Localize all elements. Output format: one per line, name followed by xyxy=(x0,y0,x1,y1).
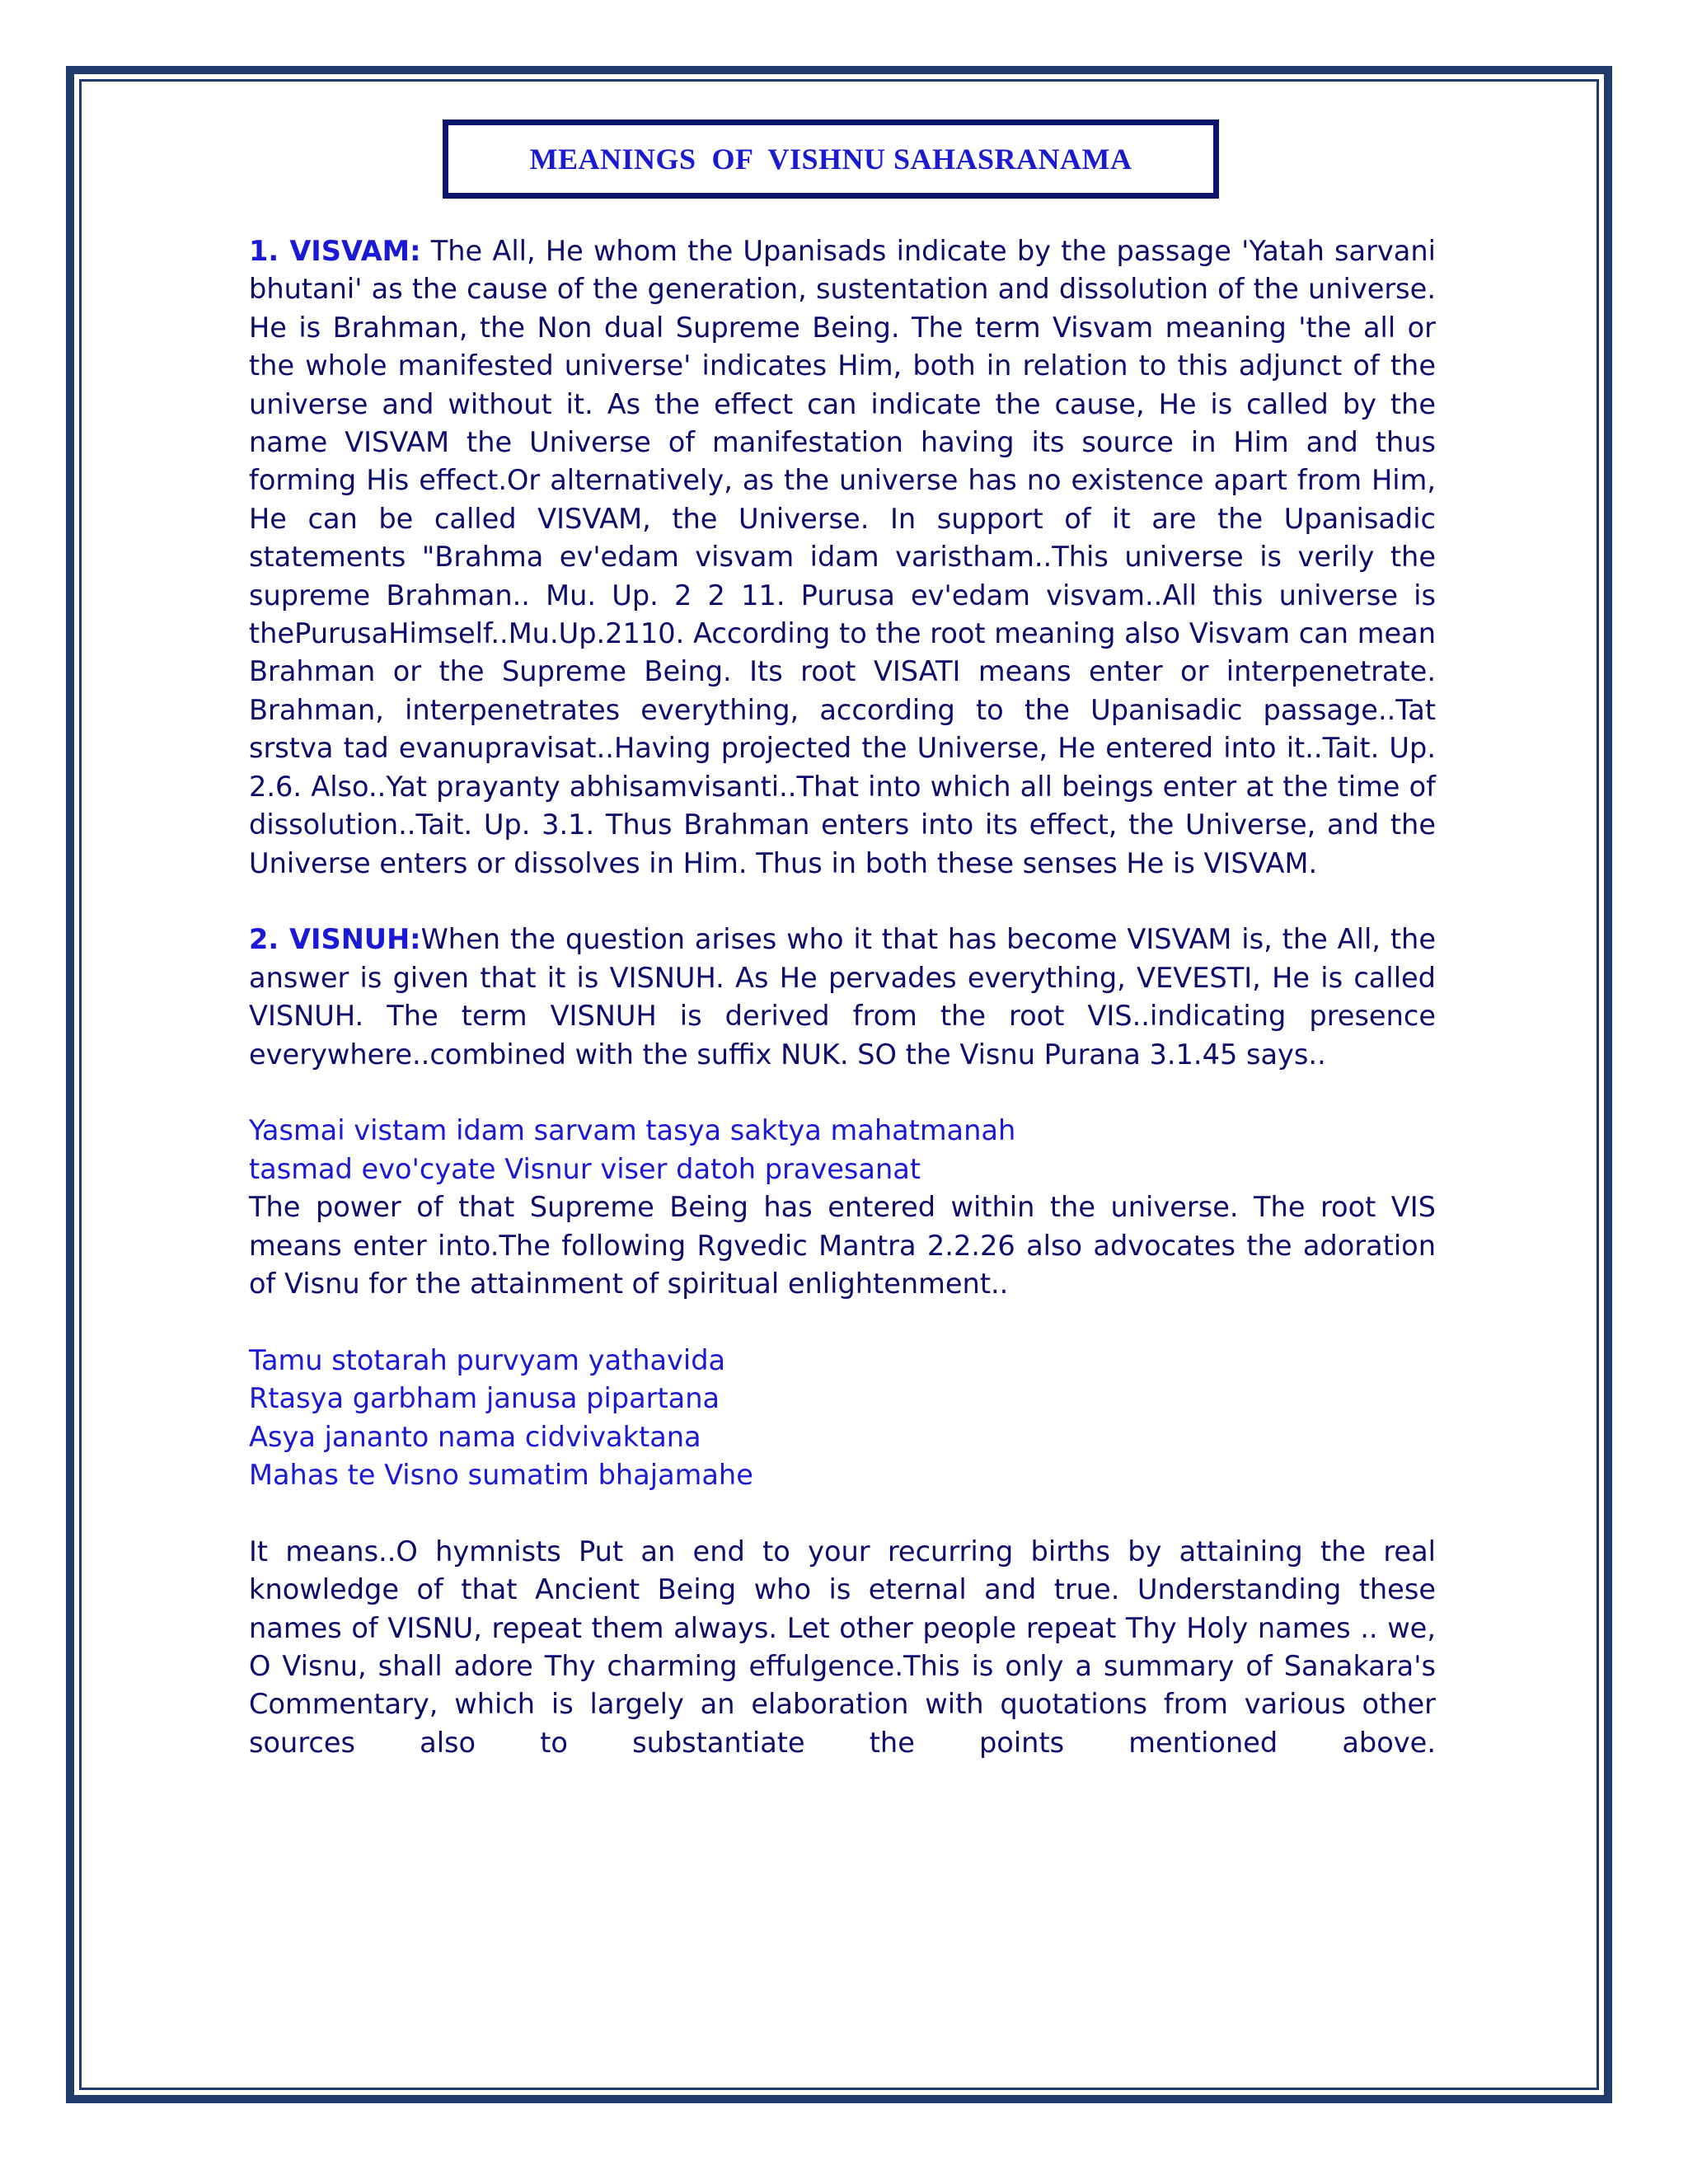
verse-line: tasmad evo'cyate Visnur viser datoh pravesanat xyxy=(249,1152,921,1185)
section-text: When the question arises who it that has become VISVAM is, the All, the answer is given that it is VISNUH. As He pervades everything, VEVESTI, He is called VISNUH. The term VISNUH is derived from the root VIS..indicating presence everywhere..combined with the suffix NUK. SO the Visnu Purana 3.1.45 says.. xyxy=(249,923,1436,1071)
section-heading: 1. VISVAM: xyxy=(249,235,421,267)
spacer xyxy=(249,883,1436,921)
paragraph: It means..O hymnists Put an end to your recurring births by attaining the real knowledge of that Ancient Being who is eternal and true. Understanding these names of VISNU, repeat them always. Let other people repeat Thy Holy names .. we, O Visnu, shall adore Thy charming effulgence.This is only a summary of Sanakara's Commentary, which is largely an elaboration with quotations from various other sources also to substantiate the points mentioned above. xyxy=(249,1535,1436,1759)
paragraph: The power of that Supreme Being has entered within the universe. The root VIS means enter into.The following Rgvedic Mantra 2.2.26 also advocates the adoration of Visnu for the attainment of spiritual enlightenment.. xyxy=(249,1191,1436,1300)
document-body xyxy=(249,232,1436,1762)
spacer xyxy=(249,1074,1436,1112)
spacer xyxy=(249,1303,1436,1341)
verse-line: Asya jananto nama cidvivaktana xyxy=(249,1420,701,1453)
verse-line: Yasmai vistam idam sarvam tasya saktya mahatmanah xyxy=(249,1114,1016,1147)
section-visnuh xyxy=(249,921,1436,1074)
verse-line: Mahas te Visno sumatim bhajamahe xyxy=(249,1458,753,1491)
verse-line: Rtasya garbham janusa pipartana xyxy=(249,1382,720,1415)
section-heading: 2. VISNUH: xyxy=(249,923,421,956)
verse-line: Tamu stotarah purvyam yathavida xyxy=(249,1343,726,1376)
spacer xyxy=(249,1494,1436,1532)
section-visvam xyxy=(249,232,1436,883)
section-text: The All, He whom the Upanisads indicate by the passage 'Yatah sarvani bhutani' as the cause of the generation, sustentation and dissolution of the universe. He is Brahman, the Non dual Supreme Being. The term Visvam meaning 'the all or the whole manifested universe' indicates Him, both in relation to this adjunct of the universe and without it. As the effect can indicate the cause, He is called by the name VISVAM the Universe of manifestation having its source in Him and thus forming His effect.Or alternatively, as the universe has no existence apart from Him, He can be called VISVAM, the Universe. In support of it are the Upanisadic statements "Brahma ev'edam visvam idam varistham..This universe is verily the supreme Brahman.. Mu. Up. 2 2 11. Purusa ev'edam visvam..All this universe is thePurusaHimself..Mu.Up.2110. According to the root meaning also Visvam can mean Brahman or the Supreme Being. Its root VISATI means enter or interpenetrate. Brahman, interpenetrates everything, according to the Upanisadic passage..Tat srstva tad evanupravisat..Having projected the Universe, He entered into it..Tait. Up. 2.6. Also..Yat prayanty abhisamvisanti..That into which all beings enter at the time of dissolution..Tait. Up. 3.1. Thus Brahman enters into its effect, the Universe, and the Universe enters or dissolves in Him. Thus in both these senses He is VISVAM. xyxy=(249,235,1436,879)
page-title: MEANINGS OF VISHNU SAHASRANAMA xyxy=(529,143,1132,176)
title-box xyxy=(443,120,1219,199)
